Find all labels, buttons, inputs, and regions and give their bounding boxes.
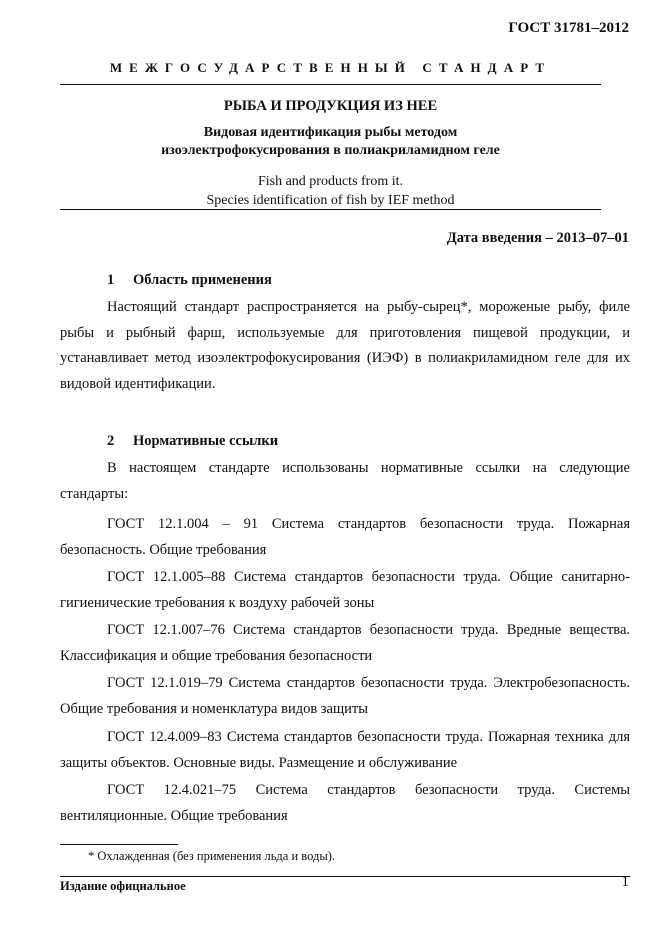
subtitle-line-2: изоэлектрофокусирования в полиакриламидном геле — [161, 143, 500, 158]
document-number: ГОСТ 31781–2012 — [508, 20, 629, 36]
normative-reference: ГОСТ 12.4.009–83 Система стандартов безопасности труда. Пожарная техника для защиты объектов. Основные виды. Размещение и обслуживание — [60, 729, 630, 771]
section-title: Нормативные ссылки — [133, 433, 279, 449]
section-number: 2 — [107, 433, 115, 449]
english-title-line-2: Species identification of fish by IEF method — [206, 193, 455, 208]
normative-reference: ГОСТ 12.1.007–76 Система стандартов безопасности труда. Вредные вещества. Классификация и общие требования безопасности — [60, 622, 630, 664]
section-1-text: Настоящий стандарт распространяется на рыбу-сырец*, мороженые рыбу, филе рыбы и рыбный фарш, используемые для приготовления пищевой продукции, и устанавливает метод изоэлектрофокусирования (ИЭФ) в полиакриламидном геле для их видовой идентификации. — [60, 299, 630, 392]
footer-rule — [60, 876, 630, 877]
normative-reference: ГОСТ 12.1.019–79 Система стандартов безопасности труда. Электробезопасность. Общие требования и номенклатура видов защиты — [60, 675, 630, 717]
page-number: 1 — [621, 874, 629, 890]
official-edition-label: Издание официальное — [60, 879, 186, 893]
section-number: 1 — [107, 272, 115, 288]
interstate-standard-label: МЕЖГОСУДАРСТВЕННЫЙ СТАНДАРТ — [109, 60, 552, 75]
normative-reference: ГОСТ 12.1.004 – 91 Система стандартов безопасности труда. Пожарная безопасность. Общие требования — [60, 516, 630, 558]
section-1-heading — [107, 272, 272, 289]
section-title: Область применения — [133, 272, 272, 288]
section-2-heading — [107, 433, 278, 450]
footnote-separator — [60, 844, 178, 845]
title-rule — [60, 209, 601, 210]
section-2-intro: В настоящем стандарте использованы нормативные ссылки на следующие стандарты: — [60, 460, 630, 502]
document-subtitle — [60, 124, 601, 160]
subtitle-line-1: Видовая идентификация рыбы методом — [203, 125, 458, 140]
normative-reference: ГОСТ 12.4.021–75 Система стандартов безопасности труда. Системы вентиляционные. Общие требования — [60, 782, 630, 824]
footnote: * Охлажденная (без применения льда и воды). — [88, 849, 336, 863]
english-title — [60, 172, 601, 210]
english-title-line-1: Fish and products from it. — [257, 174, 404, 189]
header-rule — [60, 84, 601, 85]
normative-reference: ГОСТ 12.1.005–88 Система стандартов безопасности труда. Общие санитарно-гигиенические требования к воздуху рабочей зоны — [60, 569, 630, 611]
document-title: РЫБА И ПРОДУКЦИЯ ИЗ НЕЕ — [223, 98, 438, 114]
introduction-date: Дата введения – 2013–07–01 — [446, 230, 629, 246]
